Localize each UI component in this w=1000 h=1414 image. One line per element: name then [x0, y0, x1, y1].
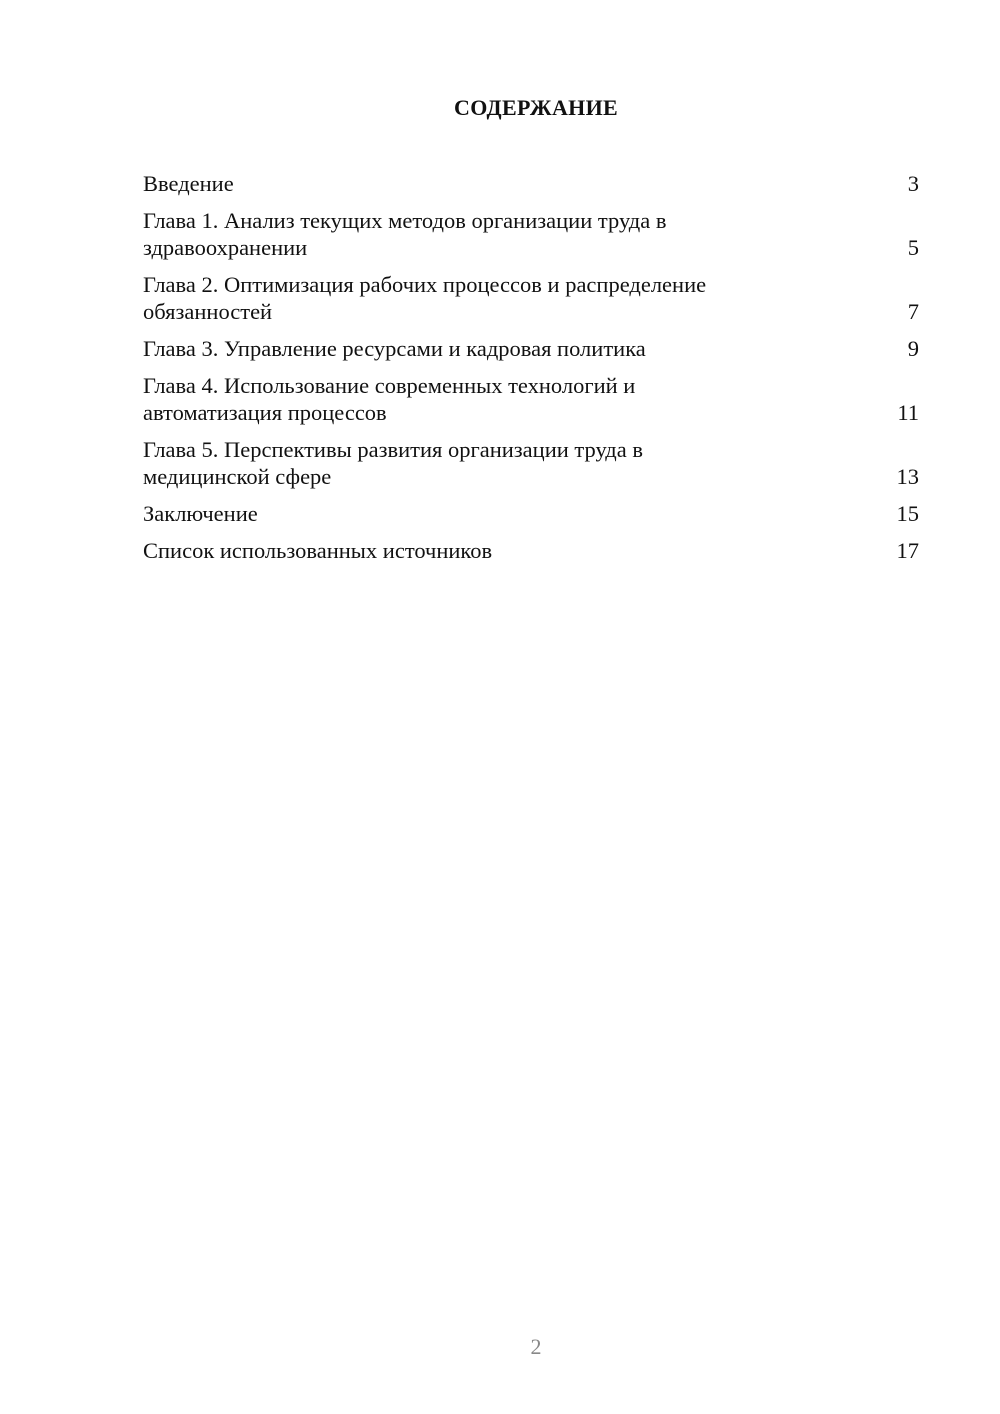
- toc-entry-page: 13: [896, 464, 919, 489]
- toc-entry-chapter-3[interactable]: [143, 335, 919, 362]
- table-of-contents: [143, 170, 919, 574]
- toc-entry-title-line: обязанностей: [143, 299, 273, 324]
- toc-entry-page: 9: [907, 336, 919, 361]
- page-number: 2: [530, 1334, 542, 1359]
- toc-entry-chapter-4[interactable]: [143, 372, 919, 426]
- toc-entry-page: 11: [897, 400, 919, 425]
- toc-entry-title-line: Глава 3. Управление ресурсами и кадровая политика: [143, 336, 646, 361]
- toc-entry-page: 5: [907, 235, 919, 260]
- toc-entry-title: [143, 500, 783, 527]
- toc-entry-references[interactable]: [143, 537, 919, 564]
- toc-entry-title-line: Список использованных источников: [143, 538, 493, 563]
- toc-entry-title-line: медицинской сфере: [143, 464, 332, 489]
- toc-entry-conclusion[interactable]: [143, 500, 919, 527]
- toc-entry-title: [143, 207, 783, 261]
- toc-entry-title-line: автоматизация процессов: [143, 400, 387, 425]
- toc-entry-title: [143, 372, 783, 426]
- toc-entry-chapter-5[interactable]: [143, 436, 919, 490]
- toc-entry-title: [143, 335, 783, 362]
- toc-entry-introduction[interactable]: [143, 170, 919, 197]
- toc-entry-title-line: Глава 5. Перспективы развития организации труда в: [143, 437, 643, 462]
- toc-entry-title: [143, 170, 783, 197]
- toc-entry-title: [143, 537, 783, 564]
- toc-entry-page: 7: [907, 299, 919, 324]
- toc-entry-title-line: Введение: [143, 171, 234, 196]
- toc-entry-title-line: здравоохранении: [143, 235, 308, 260]
- toc-entry-page: 17: [896, 538, 919, 563]
- toc-entry-title-line: Глава 1. Анализ текущих методов организации труда в: [143, 208, 667, 233]
- toc-entry-title: [143, 271, 783, 325]
- toc-entry-title-line: Заключение: [143, 501, 258, 526]
- page-title: СОДЕРЖАНИЕ: [454, 95, 618, 120]
- toc-entry-chapter-1[interactable]: [143, 207, 919, 261]
- toc-entry-chapter-2[interactable]: [143, 271, 919, 325]
- toc-entry-title-line: Глава 2. Оптимизация рабочих процессов и распределение: [143, 272, 707, 297]
- toc-entry-page: 3: [907, 171, 919, 196]
- toc-entry-title: [143, 436, 783, 490]
- toc-entry-title-line: Глава 4. Использование современных технологий и: [143, 373, 636, 398]
- toc-entry-page: 15: [896, 501, 919, 526]
